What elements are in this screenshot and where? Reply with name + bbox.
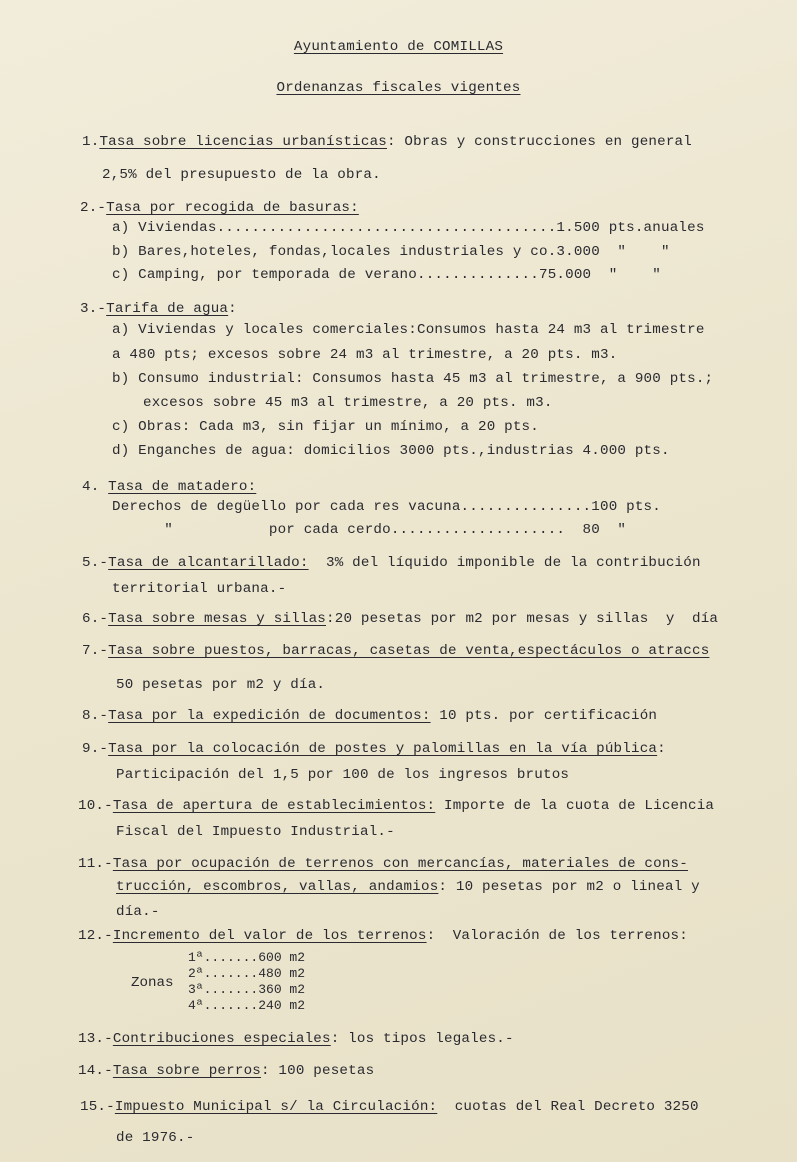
item-title: Tasa sobre mesas y sillas	[108, 611, 327, 627]
item-2	[80, 199, 359, 217]
zone-3: 3ª.......360 m2	[188, 982, 306, 997]
item-title-cont: trucción, escombros, vallas, andamios	[116, 879, 439, 895]
item-1	[82, 133, 692, 151]
item-number: 9.-	[82, 741, 109, 757]
item-3-a1: a) Viviendas y locales comerciales:Consumos hasta 24 m3 al trimestre	[112, 322, 705, 338]
item-number: 8.-	[82, 708, 109, 724]
item-3-b2: excesos sobre 45 m3 al trimestre, a 20 pts. m3.	[143, 395, 553, 411]
item-15-detail: de 1976.-	[116, 1130, 195, 1146]
item-15: 15.-Impuesto Municipal s/ la Circulación: cuotas del Real Decreto 3250	[80, 1099, 699, 1115]
item-number: 12.-	[78, 928, 113, 944]
item-11	[78, 855, 688, 873]
document-subtitle: Ordenanzas fiscales vigentes	[276, 80, 521, 96]
item-title: Tasa por la expedición de documentos:	[108, 708, 431, 724]
item-number: 10.-	[78, 798, 113, 814]
item-3-c: c) Obras: Cada m3, sin fijar un mínimo, a 20 pts.	[112, 419, 539, 435]
item-number: 13.-	[78, 1031, 113, 1047]
item-text: : Obras y construcciones en general	[387, 134, 692, 150]
item-14: 14.-Tasa sobre perros: 100 pesetas	[78, 1063, 375, 1079]
item-number: 7.-	[82, 643, 109, 659]
item-4	[82, 478, 256, 496]
item-title: Tasa por recogida de basuras:	[106, 200, 359, 216]
item-title: Tasa sobre perros	[112, 1063, 261, 1079]
zone-1: 1ª.......600 m2	[188, 950, 306, 965]
item-number: 3.-	[80, 301, 107, 317]
item-number: 15.-	[80, 1099, 115, 1115]
item-2-b: b) Bares,hoteles, fondas,locales industriales y co.3.000 " "	[112, 244, 670, 260]
item-11-line3: día.-	[116, 904, 160, 920]
item-title: Contribuciones especiales	[112, 1031, 331, 1047]
item-3-a2: a 480 pts; excesos sobre 24 m3 al trimestre, a 20 pts. m3.	[112, 347, 618, 363]
item-title: Tasa de apertura de establecimientos:	[112, 798, 436, 814]
item-title: Incremento del valor de los terrenos	[112, 928, 427, 944]
item-10: 10.-Tasa de apertura de establecimientos: Importe de la cuota de Licencia	[78, 798, 715, 814]
item-12: 12.-Incremento del valor de los terrenos: Valoración de los terrenos:	[78, 928, 688, 944]
item-title: Tasa de matadero:	[108, 479, 257, 495]
item-4-line2: " por cada cerdo.................... 80 "	[112, 522, 627, 538]
item-3-b1: b) Consumo industrial: Consumos hasta 45 m3 al trimestre, a 900 pts.;	[112, 371, 714, 387]
zones-label: Zonas	[131, 975, 174, 991]
item-11-line2: trucción, escombros, vallas, andamios: 10 pesetas por m2 o lineal y	[116, 879, 700, 895]
item-8: 8.-Tasa por la expedición de documentos: 10 pts. por certificación	[82, 708, 658, 724]
item-number: 11.-	[78, 856, 113, 872]
document-title: Ayuntamiento de COMILLAS	[293, 39, 504, 55]
item-title: Tarifa de agua	[106, 301, 229, 317]
zone-4: 4ª.......240 m2	[188, 998, 306, 1013]
item-number: 1.	[82, 134, 100, 150]
item-title: Impuesto Municipal s/ la Circulación:	[114, 1099, 438, 1115]
item-number: 6.-	[82, 611, 109, 627]
item-title: Tasa por ocupación de terrenos con mercancías, materiales de cons-	[112, 856, 688, 872]
item-9: 9.-Tasa por la colocación de postes y palomillas en la vía pública:	[82, 741, 666, 757]
item-1-detail: 2,5% del presupuesto de la obra.	[102, 167, 381, 183]
item-5-detail: territorial urbana.-	[112, 581, 287, 597]
item-4-line1: Derechos de degüello por cada res vacuna...............100 pts.	[112, 499, 661, 515]
item-3: 3.-Tarifa de agua:	[80, 301, 237, 317]
item-13: 13.-Contribuciones especiales: los tipos legales.-	[78, 1031, 514, 1047]
item-2-a: a) Viviendas.......................................1.500 pts.anuales	[112, 220, 705, 236]
item-5: 5.-Tasa de alcantarillado: 3% del líquido imponible de la contribución	[82, 555, 701, 571]
item-3-d: d) Enganches de agua: domicilios 3000 pts.,industrias 4.000 pts.	[112, 443, 670, 459]
zone-2: 2ª.......480 m2	[188, 966, 306, 981]
item-7	[82, 642, 709, 660]
item-number: 14.-	[78, 1063, 113, 1079]
item-title: Tasa sobre puestos, barracas, casetas de venta,espectáculos o atraccs	[108, 643, 710, 659]
item-title: Tasa por la colocación de postes y palomillas en la vía pública	[108, 741, 658, 757]
item-2-c: c) Camping, por temporada de verano..............75.000 " "	[112, 267, 661, 283]
item-number: 5.-	[82, 555, 109, 571]
item-7-detail: 50 pesetas por m2 y día.	[116, 677, 326, 693]
item-number: 4.	[82, 479, 100, 495]
item-number: 2.-	[80, 200, 107, 216]
item-10-detail: Fiscal del Impuesto Industrial.-	[116, 824, 395, 840]
item-title: Tasa sobre licencias urbanísticas	[99, 134, 387, 150]
item-title: Tasa de alcantarillado:	[108, 555, 309, 571]
item-9-detail: Participación del 1,5 por 100 de los ingresos brutos	[116, 767, 570, 783]
item-6: 6.-Tasa sobre mesas y sillas:20 pesetas por m2 por mesas y sillas y día	[82, 611, 719, 627]
